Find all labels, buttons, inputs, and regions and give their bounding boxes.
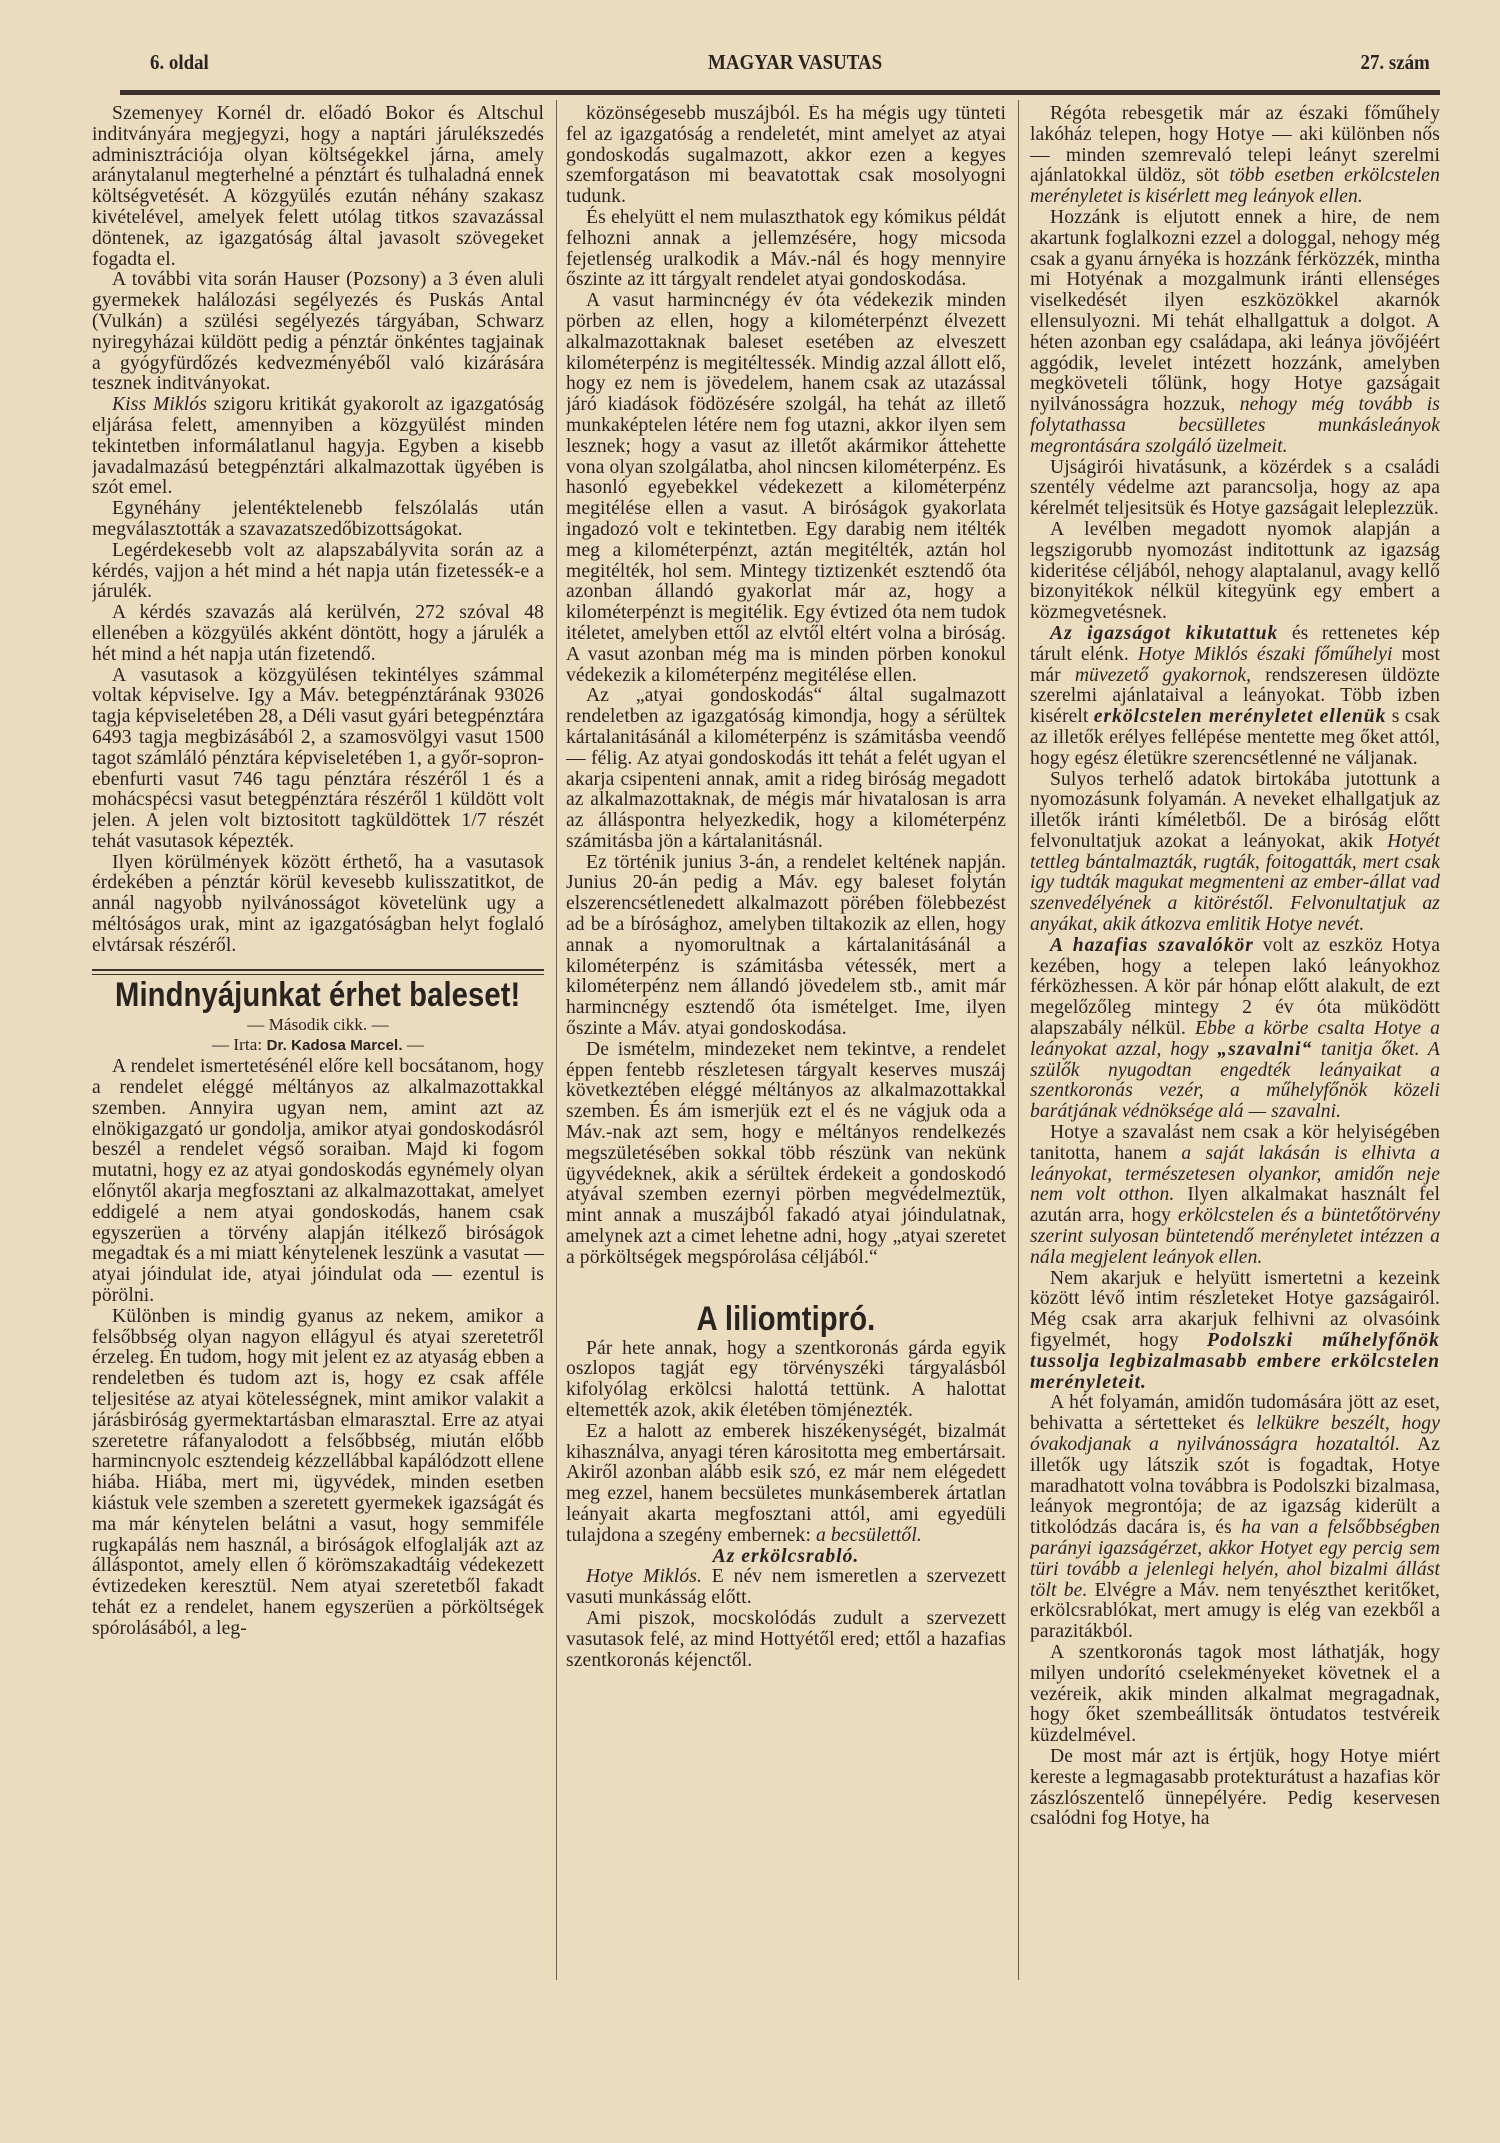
text-run: A kérdés szavazás alá kerülvén, 272 szóval 48 ellenében a közgyülés akként döntött, hogy a járulék a hét mind a hét napja után fizetendő.: [92, 602, 544, 665]
paragraph: [92, 270, 544, 395]
emphasis-run: „szavalni“: [1217, 1038, 1313, 1060]
emphasis-run: nehogy még tovább is folytathassa becsülletes munkásleányok megrontására szolgáló üzelmeit.: [1030, 394, 1440, 457]
paragraph: [92, 666, 544, 853]
text-run: Az „atyai gondoskodás“ által sugalmazott rendeletben az igazgatóság kimondja, hogy a sérültek kártalanitásánál a kilométerpénz is számitásba veendő — félig. Az atyai gondoskodás itt tehát a felét ugyan el akarja csipenteni annak, amit a rideg biróság megadott az alkalmazottaknak, de mégis már hivatalosan is arra az álláspontra helyezkedik, hogy a kilométerpénz számitásba jön a kártalanitásnál.: [566, 685, 1006, 852]
paragraph: [1030, 1269, 1440, 1394]
article-body: [566, 104, 1006, 1269]
text-run: Hozzánk is eljutott ennek a hire, de nem akartunk foglalkozni ezzel a dologgal, nehogy még csak a gyanu árnyéka is hozzánk férközzék, mintha mi Hotyénak a mozgalmunk iránti ellenséges viselkedését ilyen eszközökkel akarnók ellensulyozni. Mi tehát elhallgattuk a dolgot. A héten azonban egy családapa, aki leánya jövőjéért aggódik, levelet intézett hozzánk, amelyben megköveteli tőlünk, hogy Hotye gazságait nyilvánosságra hozzuk,: [1030, 206, 1440, 416]
emphasis-run: müvezető gyakornok,: [1074, 664, 1252, 686]
emphasis-run: ha van a felsőbbségben parányi igazságérzet, akkor Hotyet egy percig sem türi tovább a jelenlegi helyén, ahol bizalmi állást tölt be.: [1030, 1517, 1440, 1601]
column-1: [92, 104, 544, 1984]
paragraph: [566, 686, 1006, 852]
article-body: [566, 1339, 1006, 1547]
emphasis-run: Ebbe a körbe csalta Hotye a leányokat azzal, hogy: [1030, 1018, 1440, 1060]
paragraph: [566, 1609, 1006, 1671]
paragraph: [92, 541, 544, 603]
article-headline-text: Mindnyájunkat érhet baleset!: [115, 975, 521, 1014]
article-body: [1030, 104, 1440, 1830]
text-run: A vasut harmincnégy év óta védekezik minden pörben az ellen, hogy a kilométerpénzt élvezett alkalmazottaknak baleset esetében az elveszett kilométerpénz is megitéltessék. Mindig azzal állott elő, hogy ez nem is jövedelem, hanem csak az utazással járó kiadások födözésére szolgál, ha tehát az illető munkaképtelen létére nem fog utazni, akkor ilyen sem lesznek; hogy a vasut az illetőt akármikor áttehette vona olyan szolgálatba, ahol nincsen kilométerpénz. Es hasonló egyebekkel védekezett a kilométerpénz megitélése ellen a vasut. A biróságok gyakorlata ingadozó volt e tekintetben. Egy darabig nem itélték meg a kilométerpénzt, aztán megitélték, aztán hol megitélték, hol sem. Mintegy tiztizenkét esztendő óta azonban állandó gyakorlat már az, hogy a kilométerpénzt is megitélik. Egy évtized óta nem tudok itéletet, amelyben ettől az elvtől eltért volna a biróság. A vasut azonban még ma is minden pörben konokul védekezik a kilométerpénz megitélése ellen.: [566, 290, 1006, 686]
text-run: most már: [1030, 643, 1440, 686]
paragraph: [1030, 936, 1440, 1123]
text-run: és rettenetes kép tárult elénk.: [1030, 622, 1440, 665]
emphasis-run: a saját lakásán is elhivta a leányokat, természetesen olyankor, amidőn neje nem volt otthon.: [1030, 1142, 1440, 1206]
text-run: Az illetők ugy látszik szót is fogadtak, Hotye maradhatott volna továbbra is Podolszki bizalmasa, leányok megrontója; de az igazság kiderült a titkolódzás dacára is, és: [1030, 1434, 1440, 1539]
byline-suffix: —: [406, 1035, 425, 1055]
paragraph: [1030, 624, 1440, 770]
article-subtitle: — Második cikk. —: [247, 1014, 389, 1034]
emphasis-run: a becsülettől.: [816, 1524, 922, 1546]
paragraph: [566, 1040, 1006, 1269]
paragraph: [92, 853, 544, 957]
article-continued: [92, 104, 544, 957]
emphasis-run: Kiss Miklós: [112, 394, 207, 416]
article-headline: [566, 1299, 1006, 1339]
text-run: Ujságirói hivatásunk, a közérdek s a családi szentély védelme azt parancsolja, hogy az apa kérelmét teljesitsük és Hotye gazságait leleplezzük.: [1030, 456, 1440, 520]
emphasis-run: erkölcstelen és a büntetőtörvény szerint sulyosan büntetendő merényletet intézzen a nála megjelent leányok ellen.: [1030, 1205, 1440, 1268]
text-run: Ilyen körülmények között érthető, ha a vasutasok érdekében a pénztár körül kevesebb kulisszatitkot, de annál nagyobb nyilvánosságot követelünk ugy a méltóságos urak, mint az igazgatóságban helyt foglaló elvtársak részéről.: [92, 851, 544, 956]
paragraph: [92, 104, 544, 270]
text-run: volt az eszköz Hotya kezében, hogy a telepen lakó leányokhoz férközhessen. A kör pár hónap előtt alakult, de ezt megelőzőleg mintegy 2 év óta müködött alapszabály nélkül.: [1030, 934, 1440, 1040]
paragraph: [1030, 1747, 1440, 1830]
column-divider: [556, 100, 557, 1980]
text-run: Nem akarjuk e helyütt ismertetni a kezeink között lévő intim részleteket Hotye gazságairól. Még csak arra akarjuk felhivni az olvasóink figyelmét, hogy: [1030, 1267, 1440, 1352]
text-run: Ami piszok, mocskolódás zudult a szervezett vasutasok felé, az mind Hottyétől ered; ettől a hazafias szentkoronás kéjenctől.: [566, 1607, 1006, 1671]
paragraph: [92, 499, 544, 541]
paragraph: [566, 291, 1006, 686]
byline-author: Dr. Kadosa Marcel.: [266, 1037, 403, 1055]
text-run: Ilyen alkalmakat használt fel azután arra, hogy: [1030, 1184, 1440, 1227]
paragraph: [1030, 1123, 1440, 1269]
paragraph: [1030, 770, 1440, 936]
article-headline-text: A liliomtipró.: [696, 1299, 876, 1338]
paragraph: [566, 1339, 1006, 1422]
paragraph: [1030, 1643, 1440, 1747]
emphasis-run: erkölcstelen merényletet ellenük: [1093, 706, 1387, 728]
article-body: [566, 1567, 1006, 1671]
paragraph: [1030, 520, 1440, 624]
emphasis-run: A hazafias szavalókör: [1050, 934, 1254, 956]
issue-number: 27. szám: [1360, 50, 1430, 74]
emphasis-run: tanitja őket. A szülők nyugodtan engedték leányaikat a szentkoronás vezér, a műhelyfőnök közeli barátjának védnöksége alá — szavalni.: [1030, 1038, 1440, 1123]
text-run: De ismételm, mindezeket nem tekintve, a rendelet éppen fentebb részletesen tárgyalt keserves muszáj következtében eléggé méltányos az alkalmazottakkal szemben. És ám ismerjük ezt el és ne vágjuk oda a Máv.-nak azt sem, hogy e méltányos rendelkezés megszületésében sokkal több részünk van nekünk ügyvédeknek, akik a sérültek érdekeit a gondoskodó atyával szemben ezernyi pörben megvédelmeztük, mint annak a muszájból fakadó atyai jóindulatnak, amelynek azt a cimet lehetne adni, hogy „atyai szeretet a pörköltségek megspórolása céljából.“: [566, 1038, 1006, 1268]
text-run: Ez történik junius 3-án, a rendelet keltének napján. Junius 20-án pedig a Máv. egy baleset folytán elszerencsétlenedett alkalmazott pörében fölebbezést ad be a bírósághoz, amelyben tiltakozik az ellen, hogy annak a nyomorultnak a kártalanitásánál a kilométerpénz is számitásba vétessék, mert a kilométerpénz nem állandó jövedelem stb., amit már harmincnégy esztendő óta ismételget. Ime, ilyen őszinte a Máv. atyai gondoskodása.: [566, 851, 1006, 1040]
paragraph: [1030, 104, 1440, 208]
emphasis-run: Hotye Miklós.: [586, 1566, 702, 1588]
paragraph: [566, 853, 1006, 1040]
text-run: És ehelyütt el nem mulaszthatok egy kómikus példát felhozni annak a jellemzésére, hogy micsoda fejetlenség uralkodik a Máv.-nál és hogy mennyire őszinte az itt tárgyalt rendelet atyai gondoskodása.: [566, 206, 1006, 291]
paragraph: [566, 1567, 1006, 1609]
text-run: s csak az illetők erélyes fellépése mentette meg őket attól, hogy egész életükre szerencsétlenné ne váljanak.: [1030, 706, 1440, 769]
text-run: Legérdekesebb volt az alapszabályvita során az a kérdés, vajjon a hét mind a hét napja után fizetessék-e a járulék.: [92, 539, 544, 603]
column-3: [1030, 104, 1440, 1984]
paragraph: [92, 603, 544, 665]
emphasis-run: több esetben erkölcstelen merényletet is kisérlett meg leányok ellen.: [1030, 165, 1440, 208]
header-rule: [120, 90, 1440, 95]
article-headline: [92, 975, 544, 1015]
paragraph: [566, 104, 1006, 208]
text-run: Régóta rebesgetik már az északi főműhely lakóház telepen, hogy Hotye — aki különben nős — minden szemrevaló telepi leányt szerelmi ajánlatokkal üldöz, söt: [1030, 104, 1440, 187]
text-run: rendszeresen üldözte szerelmi ajánlataival a leányokat. Több izben kisérelt: [1030, 664, 1440, 728]
paragraph: [566, 208, 1006, 291]
paragraph: [92, 1057, 544, 1307]
text-run: E név nem ismeretlen a szervezett vasuti munkásság előtt.: [566, 1566, 1006, 1609]
text-run: közönségesebb muszájból. És ha mégis ugy tünteti fel az igazgatóság a rendeletét, mint amelyet az atyai gondoskodás sugalmazott, akkor ezen a kegyes szemforgatáson mi beavatottak csak mosolyogni tudunk.: [566, 104, 1006, 208]
column-2: [566, 104, 1006, 1984]
emphasis-run: lelkükre beszélt, hogy óvakodjanak a nyilvánosságra hozataltól.: [1030, 1413, 1440, 1455]
text-run: Egynéhány jelentéktelenebb felszólalás után megválasztották a szavazatszedőbizottságokat.: [92, 498, 544, 540]
paragraph: [92, 1307, 544, 1640]
emphasis-run: Hotye Miklós északi főműhelyi: [1137, 643, 1393, 665]
article-body: [92, 1057, 544, 1639]
emphasis-run: Hotyét tettleg bántalmazták, rugták, foitogatták, mert csak igy tudták magukat megmenteni az ember-állat vad szenvedélyének a kitöréstől. Felvonultatjuk az anyákat, akik átkozva emlitik Hotye nevét.: [1030, 830, 1440, 936]
column-divider: [1018, 100, 1019, 1980]
article-byline: [92, 1035, 544, 1057]
text-run: A levélben megadott nyomok alapján a legszigorubb nyomozást inditottunk az igazság kideritése céljából, nehogy alaptalanul, avagy kellő bizonyitékok nélkül kitegyünk egy embert a közmegvetésnek.: [1030, 518, 1440, 624]
newspaper-title: MAGYAR VASUTAS: [708, 50, 883, 74]
article-subheading: Az erkölcsrabló.: [712, 1545, 860, 1567]
paragraph: [1030, 1393, 1440, 1643]
page-header: [150, 50, 1430, 80]
text-run: A hét folyamán, amidőn tudomására jött az eset, behivatta a sértetteket és: [1030, 1392, 1440, 1435]
text-run: Különben is mindig gyanus az nekem, amikor a felsőbbség olyan nagyon ellágyul és atyai szeretetről érzeleg. Én tudom, hogy mit jelent ez az atyaság ebben a rendeletben és tudom azt is, hogy ez csak afféle teljesitése az atyai kötelességnek, mint amikor valakit a járásbiróság gyermektartásban elmarasztal. Erre az atyai szeretetre ráfanyalodott a felsőbbség, miután előbb harmincnyolc esztendeig kézzellábbal kapálódzott ellene hiába. Hiába, mert mi, ügyvédek, minden esetben kiástuk vele szemben a szeretett gyermekek igazságát és ma már kénytelen belátni a vasut, hogy semmiféle rugkapálás nem használ, a biróságok elfoglalják azt az álláspontot, amely ellen ő körömszakadtáig védekezett évtizedeken keresztül. Nem atyai szeretetből fakadt tehát ez a rendelet, hanem egyszerüen a pörköltségek spórolásából, a leg-: [92, 1305, 544, 1639]
text-run: A vasutasok a közgyülésen tekintélyes számmal voltak képviselve. Igy a Máv. betegpénztárának 93026 tagja képviseletében 28, a Déli vasut gyári betegpénztára 6493 tagja megbizásából 2, a szamosvölgyi vasut 1500 tagot számláló pénztára képviseletében 1, a győr-sopron-ebenfurti vasut 746 tagu pénztára részéről 1 és a mohácspécsi vasut betegpénztára részéről 1 küldött volt jelen. A jelen volt biztositott tagküldöttek 1/7 részét tehát vasutasok képezték.: [92, 664, 544, 852]
text-run: Sulyos terhelő adatok birtokába jutottunk a nyomozásunk folyamán. A neveket elhallgatjuk az illetők iránti kíméletből. De a biróság előtt felvonultatjuk azokat a leányokat, akik: [1030, 768, 1440, 852]
text-run: De most már azt is értjük, hogy Hotye miért kereste a legmagasabb protekturátust a hazafias kör zászlószentelő ünnepélyére. Pedig keservesen csalódni fog Hotye, ha: [1030, 1745, 1440, 1830]
text-run: Elvégre a Máv. nem tenyészthet keritőket, erkölcsrablókat, mert amugy is elég van ezekből a parazitákból.: [1030, 1579, 1440, 1643]
text-run: A további vita során Hauser (Pozsony) a 3 éven aluli gyermekek halálozási segélyezés és Puskás Antal (Vulkán) a szülési segélyezés tárgyában, Schwarz nyiregyházai küldött pedig a pénztár önkéntes tagjainak a gyógyfürdőzés kedvezményéből való kizárására tesznek inditványokat.: [92, 269, 544, 395]
emphasis-run: Az igazságot kikutattuk: [1050, 622, 1279, 644]
text-run: szigoru kritikát gyakorolt az igazgatóság eljárása felett, amennyiben a közgyülést minden tekintetben informálatlanul hagyja. Egyben a kisebb javadalmazású betegpénztári alkalmazottak ügyében is szót emel.: [92, 394, 544, 499]
byline-prefix: — Irta:: [211, 1035, 263, 1055]
text-run: Ez a halott az emberek hiszékenységét, bizalmát kihasználva, anyagi téren kárositotta meg embertársait. Akiről azonban alább esik szó, ez már nem elégedett meg ezzel, hanem becsületes munkásemberek ártatlan leányait akarta megfosztani attól, ami egyedüli tulajdona a szegény embernek:: [566, 1420, 1006, 1546]
text-run: A rendelet ismertetésénél előre kell bocsátanom, hogy a rendelet eléggé méltányos az alkalmazottakkal szemben. Annyira ugyan nem, amint azt az elnökigazgató ur gondolja, amikor atyai gondoskodásról beszél a rendelet végső soraiban. Majd ki fogom mutatni, hogy ez az atyai gondoskodás egynémely olyan előnytől akarja megfosztani az alkalmazottakat, amelyet eddigelé a nem atyai gondoskodás, hanem csak egyszerüen a törvény alapján itélkező biróságok megadtak és a mi miatt kénytelenek leszünk a vasutat — atyai jóindulat ide, atyai jóindulat oda — ezentul is pörölni.: [92, 1056, 544, 1307]
page-number: 6. oldal: [150, 50, 209, 74]
text-run: Pár hete annak, hogy a szentkoronás gárda egyik oszlopos tagját egy törvényszéki tárgyalásból kifolyólag erkölcsi halottá tettünk. A halottat eltemették azok, akik életében tömjénezték.: [566, 1337, 1006, 1422]
emphasis-run: Podolszki műhelyfőnök tussolja legbizalmasabb embere erkölcstelen merényleteit.: [1030, 1330, 1440, 1393]
text-run: Hotye a szavalást nem csak a kör helyiségében tanitotta, hanem: [1030, 1122, 1440, 1164]
text-run: Szemenyey Kornél dr. előadó Bokor és Altschul inditványára megjegyzi, hogy a naptári járulékszedés adminisztrációja olyan költségekkel járna, amely aránytalanul megterhelné a pénztárt és tulhaladná ennek költségvetését. A közgyülés ezután néhány szakasz kivételével, amelyek felett utólag titkos szavazással döntenek, az igazgatóság által javasolt szövegeket fogadta el.: [92, 104, 544, 270]
paragraph: [92, 395, 544, 499]
paragraph: [1030, 208, 1440, 458]
text-run: A szentkoronás tagok most láthatják, hogy milyen undorító cselekményeket követnek el a vezéreik, akik minden alkalmat megragadnak, hogy őket szembeállitsák öntudatos testvéreik küzdelmével.: [1030, 1641, 1440, 1747]
paragraph: [566, 1422, 1006, 1547]
paragraph: [1030, 458, 1440, 520]
